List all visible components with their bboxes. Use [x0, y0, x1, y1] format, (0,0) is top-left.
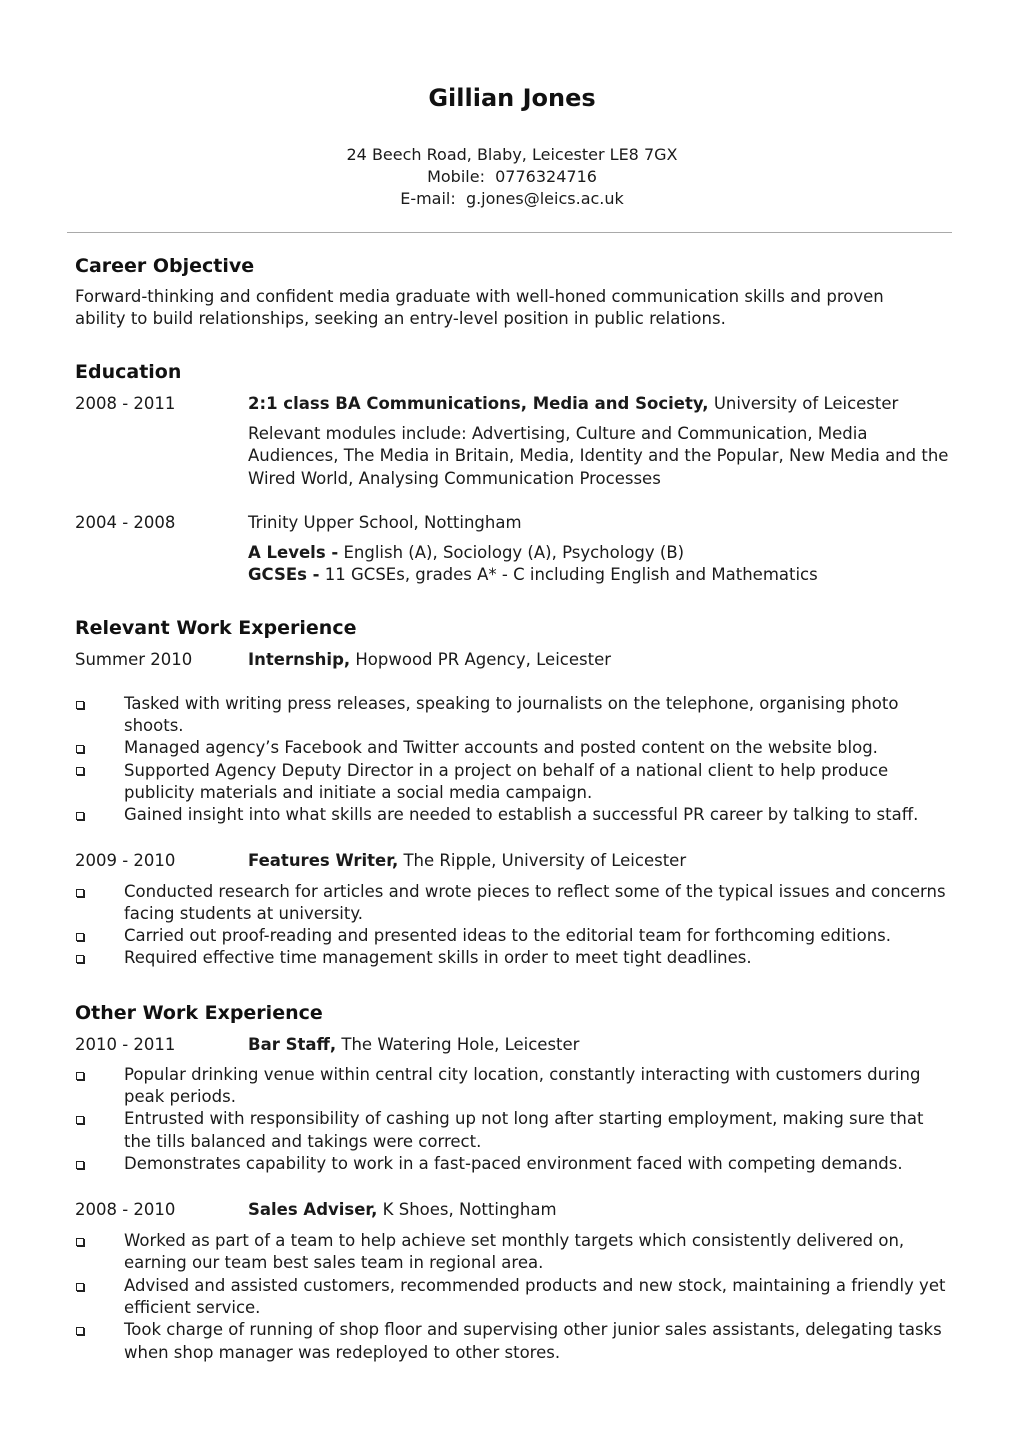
- bullet-text: Popular drinking venue within central city location, constantly interacting with customers during: [124, 1065, 921, 1084]
- education-dates: 2004 - 2008: [75, 513, 176, 532]
- degree-institution: University of Leicester: [708, 394, 899, 413]
- mobile-line: [0, 166, 1024, 188]
- email-address: g.jones@leics.ac.uk: [465, 189, 624, 208]
- objective-line: Forward-thinking and confident media graduate with well-honed communication skills and proven: [75, 287, 884, 306]
- mobile-label: Mobile:: [427, 167, 485, 186]
- checkbox-bullet-icon: [76, 933, 84, 941]
- job-title: [248, 1199, 557, 1222]
- header-divider: [67, 232, 952, 233]
- checkbox-bullet-icon: [76, 955, 84, 963]
- checkbox-bullet-icon: [76, 1116, 84, 1124]
- bullet-text: Worked as part of a team to help achieve set monthly targets which consistently delivered on,: [124, 1231, 905, 1250]
- section-heading-relevant-work: Relevant Work Experience: [75, 617, 357, 639]
- checkbox-bullet-icon: [76, 889, 84, 897]
- bullet-text: when shop manager was redeployed to other stores.: [124, 1343, 561, 1362]
- checkbox-bullet-icon: [76, 1161, 84, 1169]
- bullet-text: shoots.: [124, 716, 184, 735]
- job-dates: 2009 - 2010: [75, 851, 176, 870]
- bullet-text: Advised and assisted customers, recommended products and new stock, maintaining a friendly yet: [124, 1276, 946, 1295]
- job-title: [248, 850, 686, 873]
- a-levels-grades: English (A), Sociology (A), Psychology (B): [338, 543, 685, 562]
- bullet-text: Supported Agency Deputy Director in a project on behalf of a national client to help produce: [124, 761, 889, 780]
- job-role: Sales Adviser,: [248, 1200, 378, 1219]
- section-heading-education: Education: [75, 361, 182, 383]
- objective-line: ability to build relationships, seeking an entry-level position in public relations.: [75, 309, 726, 328]
- job-dates: 2010 - 2011: [75, 1035, 176, 1054]
- job-role: Bar Staff,: [248, 1035, 337, 1054]
- mobile-number: 0776324716: [495, 167, 597, 186]
- checkbox-bullet-icon: [76, 1072, 84, 1080]
- checkbox-bullet-icon: [76, 1238, 84, 1246]
- bullet-text: Managed agency’s Facebook and Twitter accounts and posted content on the website blog.: [124, 738, 878, 757]
- checkbox-bullet-icon: [76, 745, 84, 753]
- job-dates: Summer 2010: [75, 650, 193, 669]
- degree-title: 2:1 class BA Communications, Media and Society,: [248, 394, 709, 413]
- bullet-text: Required effective time management skills in order to meet tight deadlines.: [124, 948, 752, 967]
- checkbox-bullet-icon: [76, 1283, 84, 1291]
- bullet-text: Demonstrates capability to work in a fast-paced environment faced with competing demands.: [124, 1154, 903, 1173]
- job-employer: K Shoes, Nottingham: [377, 1200, 557, 1219]
- a-levels-label: A Levels -: [248, 543, 339, 562]
- gcses-grades: 11 GCSEs, grades A* - C including English and Mathematics: [319, 565, 818, 584]
- modules-line: Relevant modules include: Advertising, Culture and Communication, Media: [248, 424, 868, 443]
- bullet-text: Gained insight into what skills are needed to establish a successful PR career by talking to staff.: [124, 805, 919, 824]
- bullet-text: Entrusted with responsibility of cashing up not long after starting employment, making sure that: [124, 1109, 924, 1128]
- checkbox-bullet-icon: [76, 812, 84, 820]
- job-title: [248, 649, 611, 672]
- job-employer: The Watering Hole, Leicester: [336, 1035, 580, 1054]
- a-levels-line: [248, 542, 684, 565]
- checkbox-bullet-icon: [76, 1327, 84, 1335]
- email-label: E-mail:: [400, 189, 456, 208]
- bullet-text: efficient service.: [124, 1298, 261, 1317]
- gcses-line: [248, 564, 818, 587]
- job-role: Features Writer,: [248, 851, 399, 870]
- gcses-label: GCSEs -: [248, 565, 320, 584]
- job-title: [248, 1034, 579, 1057]
- job-dates: 2008 - 2010: [75, 1200, 176, 1219]
- bullet-text: Conducted research for articles and wrote pieces to reflect some of the typical issues and concerns: [124, 882, 946, 901]
- job-role: Internship,: [248, 650, 351, 669]
- education-dates: 2008 - 2011: [75, 394, 176, 413]
- bullet-text: publicity materials and initiate a social media campaign.: [124, 783, 593, 802]
- modules-line: Audiences, The Media in Britain, Media, Identity and the Popular, New Media and the: [248, 446, 949, 465]
- bullet-text: facing students at university.: [124, 904, 364, 923]
- section-heading-career-objective: Career Objective: [75, 255, 255, 277]
- bullet-text: peak periods.: [124, 1087, 236, 1106]
- email-line: [0, 188, 1024, 210]
- bullet-text: Carried out proof-reading and presented ideas to the editorial team for forthcoming editions.: [124, 926, 892, 945]
- modules-line: Wired World, Analysing Communication Processes: [248, 469, 661, 488]
- checkbox-bullet-icon: [76, 701, 84, 709]
- bullet-text: the tills balanced and takings were correct.: [124, 1132, 482, 1151]
- school-name: Trinity Upper School, Nottingham: [248, 513, 522, 532]
- job-employer: Hopwood PR Agency, Leicester: [350, 650, 611, 669]
- job-employer: The Ripple, University of Leicester: [398, 851, 687, 870]
- bullet-text: earning our team best sales team in regional area.: [124, 1253, 544, 1272]
- address: 24 Beech Road, Blaby, Leicester LE8 7GX: [346, 145, 678, 164]
- bullet-text: Tasked with writing press releases, speaking to journalists on the telephone, organising photo: [124, 694, 899, 713]
- candidate-name: Gillian Jones: [428, 84, 596, 112]
- bullet-text: Took charge of running of shop floor and supervising other junior sales assistants, delegating tasks: [124, 1320, 942, 1339]
- section-heading-other-work: Other Work Experience: [75, 1002, 323, 1024]
- checkbox-bullet-icon: [76, 767, 84, 775]
- education-degree: [248, 393, 898, 416]
